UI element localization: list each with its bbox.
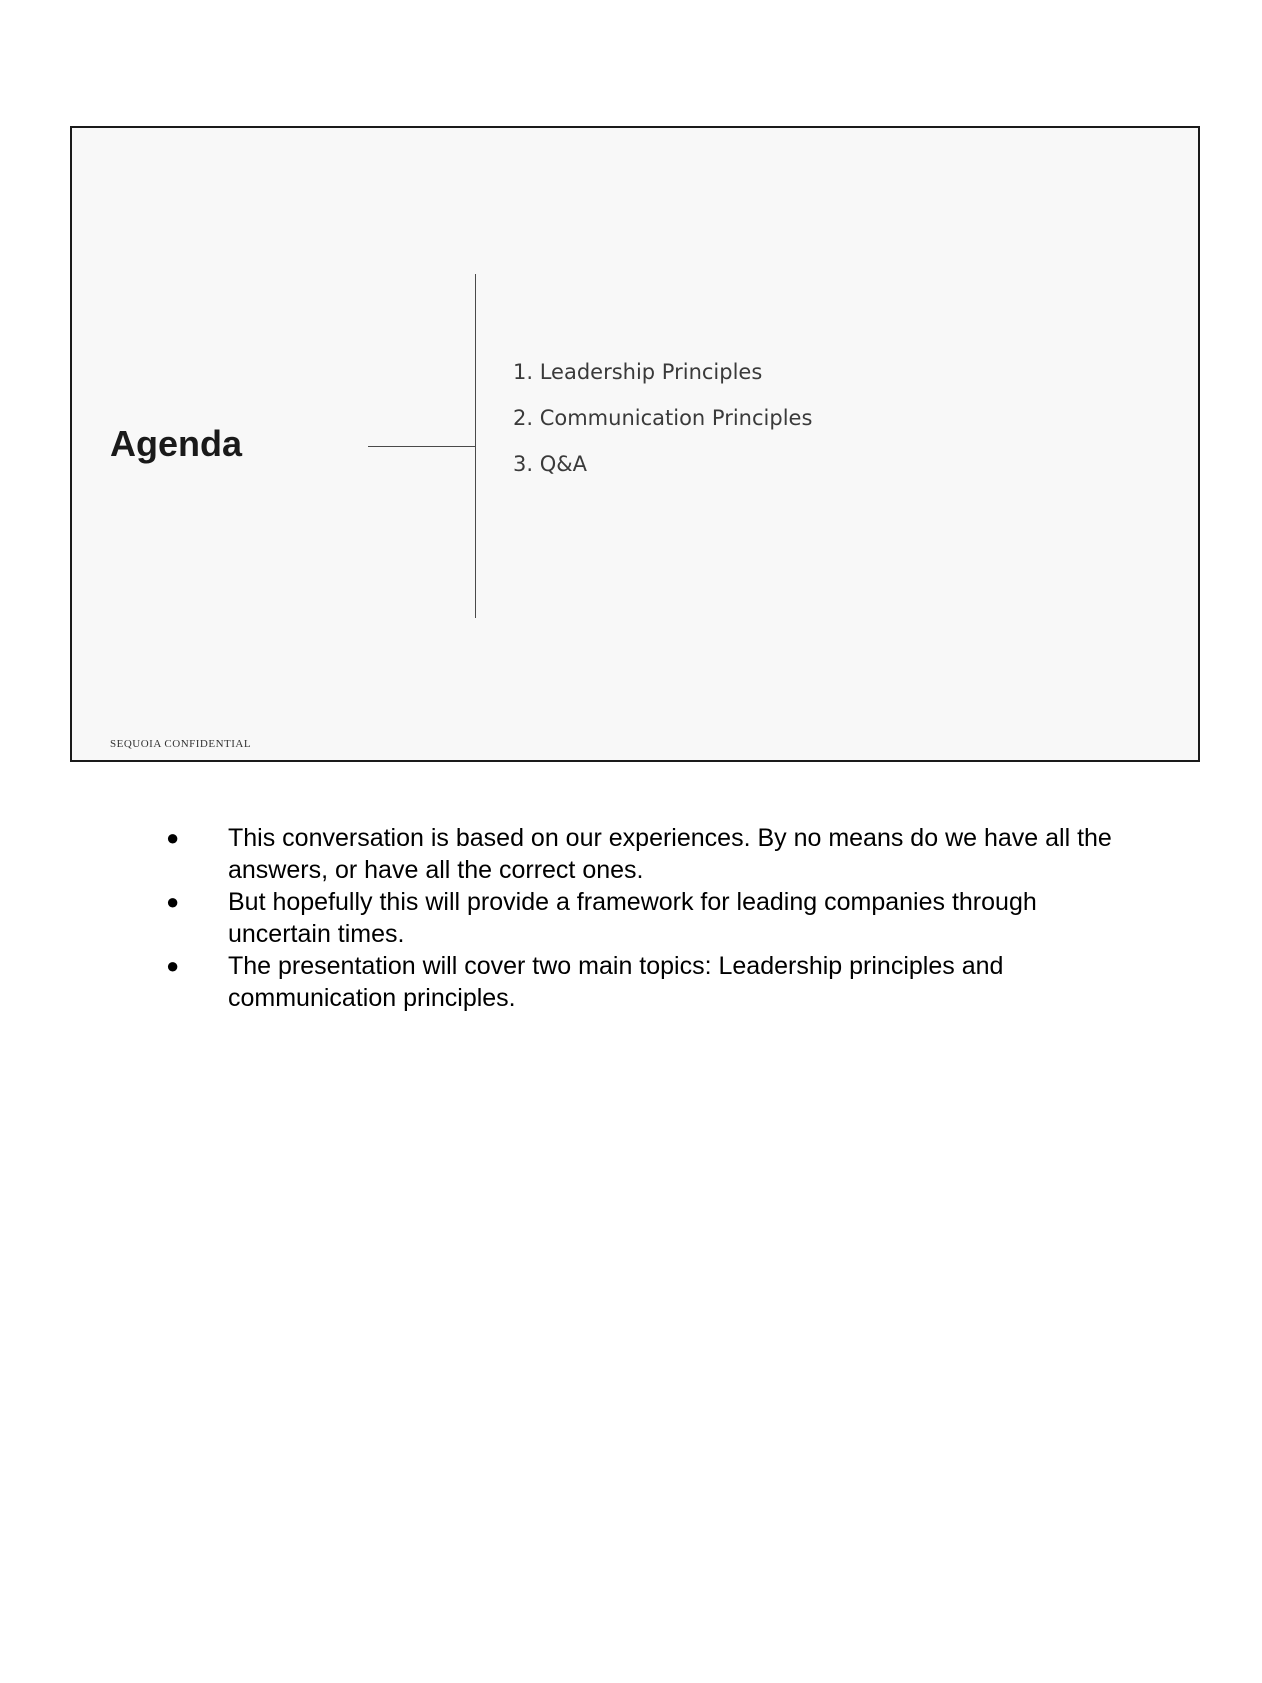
agenda-list bbox=[513, 360, 812, 498]
agenda-item: 3. Q&A bbox=[513, 452, 587, 476]
speaker-note-text: But hopefully this will provide a framework for leading companies through uncertain times. bbox=[228, 888, 1037, 948]
bullet-icon: ● bbox=[166, 889, 180, 914]
confidential-label: SEQUOIA CONFIDENTIAL bbox=[110, 738, 252, 750]
bullet-icon: ● bbox=[166, 953, 180, 978]
speaker-note-text: This conversation is based on our experiences. By no means do we have all the answers, or have all the correct ones. bbox=[228, 824, 1112, 884]
agenda-item: 2. Communication Principles bbox=[513, 406, 813, 430]
connector-vertical-line bbox=[475, 274, 476, 618]
speaker-note-item bbox=[166, 950, 1116, 1014]
speaker-note-text: The presentation will cover two main topics: Leadership principles and communication principles. bbox=[228, 952, 1004, 1012]
slide-frame bbox=[70, 126, 1200, 762]
agenda-item: 1. Leadership Principles bbox=[513, 360, 763, 384]
connector-horizontal-line bbox=[368, 446, 476, 447]
speaker-note-item bbox=[166, 822, 1116, 886]
speaker-notes-list bbox=[166, 822, 1116, 1014]
slide-title: Agenda bbox=[110, 423, 243, 464]
speaker-note-item bbox=[166, 886, 1116, 950]
bullet-icon: ● bbox=[166, 825, 180, 850]
